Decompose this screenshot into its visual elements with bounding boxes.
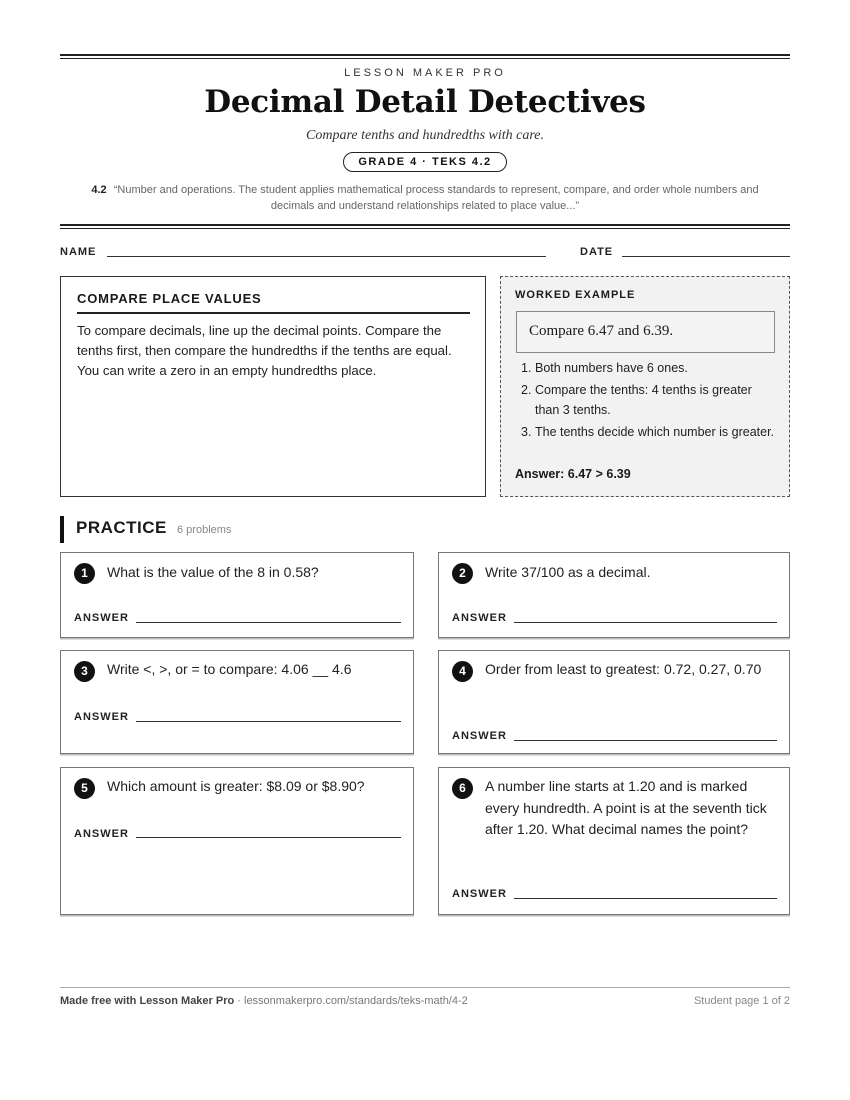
worked-example-answer: Answer: 6.47 > 6.39 [515, 467, 631, 481]
name-label: NAME [60, 246, 97, 258]
answer-label: ANSWER [74, 612, 129, 624]
worked-example-heading: WORKED EXAMPLE [515, 289, 636, 301]
footer-credit: Made free with Lesson Maker Pro · lessonmakerpro.com/standards/teks-math/4-2 [60, 995, 468, 1007]
footer-rule [60, 987, 790, 988]
problem-card-3 [60, 650, 414, 754]
student-fields [60, 246, 790, 260]
answer-line-6[interactable] [514, 898, 777, 899]
footer-url[interactable]: lessonmakerpro.com/standards/teks-math/4-2 [244, 995, 468, 1007]
problem-card-6 [438, 767, 790, 915]
problem-text: Write <, >, or = to compare: 4.06 __ 4.6 [107, 661, 352, 677]
practice-accent-bar [60, 516, 64, 543]
problem-card-2 [438, 552, 790, 638]
header-top-rule [60, 54, 790, 59]
problem-number: 4 [452, 661, 473, 682]
worked-step: 3. The tenths decide which number is greater. [521, 424, 775, 439]
answer-label: ANSWER [452, 612, 507, 624]
problem-text: Write 37/100 as a decimal. [485, 564, 651, 580]
page-subtitle: Compare tenths and hundredths with care. [306, 128, 544, 143]
answer-label: ANSWER [452, 888, 507, 900]
problem-number: 5 [74, 778, 95, 799]
compare-heading: COMPARE PLACE VALUES [77, 291, 470, 314]
problem-card-5 [60, 767, 414, 915]
compare-place-values-box [60, 276, 486, 497]
problem-text: What is the value of the 8 in 0.58? [107, 564, 319, 580]
problem-card-1 [60, 552, 414, 638]
problem-text: Order from least to greatest: 0.72, 0.27, 0.70 [485, 661, 762, 677]
answer-label: ANSWER [452, 730, 507, 742]
brand-name: LESSON MAKER PRO [344, 67, 506, 79]
worked-example-question: Compare 6.47 and 6.39. [516, 311, 775, 353]
answer-line-1[interactable] [136, 622, 401, 623]
answer-line-5[interactable] [136, 837, 401, 838]
answer-line-4[interactable] [514, 740, 777, 741]
problem-number: 1 [74, 563, 95, 584]
answer-label: ANSWER [74, 828, 129, 840]
answer-line-2[interactable] [514, 622, 777, 623]
header-bottom-rule [60, 224, 790, 229]
made-with-text: Made free with Lesson Maker Pro [60, 995, 235, 1007]
worksheet-page [60, 0, 790, 1100]
name-field[interactable] [107, 256, 546, 257]
compare-text: To compare decimals, line up the decimal points. Compare the tenths first, then compare the hundredths if the tenths are equal. You can write a zero in an empty hundredths place. [77, 323, 452, 378]
worked-step: 2. Compare the tenths: 4 tenths is greater than 3 tenths. [521, 383, 752, 417]
standard-code: 4.2 [91, 184, 107, 196]
page-number: Student page 1 of 2 [693, 995, 790, 1007]
worked-step: 1. Both numbers have 6 ones. [521, 361, 688, 375]
worked-example-box [500, 276, 790, 497]
date-field[interactable] [622, 256, 790, 257]
grade-badge: GRADE 4 · TEKS 4.2 [343, 152, 506, 172]
date-label: DATE [580, 246, 614, 258]
problem-text: Which amount is greater: $8.09 or $8.90? [107, 778, 365, 794]
practice-title: PRACTICE [76, 518, 167, 537]
problem-number: 2 [452, 563, 473, 584]
problem-number: 6 [452, 778, 473, 799]
page-title: Decimal Detail Detectives [204, 84, 646, 120]
answer-line-3[interactable] [136, 721, 401, 722]
problem-card-4 [438, 650, 790, 754]
worked-example-steps [515, 359, 777, 445]
standard-description [70, 182, 780, 214]
answer-label: ANSWER [74, 711, 129, 723]
standard-text: “Number and operations. The student applies mathematical process standards to represent, compare, and order whole numbers and decimals and understand relationships related to place value...” [113, 184, 759, 212]
problem-text: A number line starts at 1.20 and is marked every hundredth. A point is at the seventh tick after 1.20. What decimal names the point? [485, 778, 767, 837]
practice-count: 6 problems [177, 524, 232, 536]
problem-number: 3 [74, 661, 95, 682]
